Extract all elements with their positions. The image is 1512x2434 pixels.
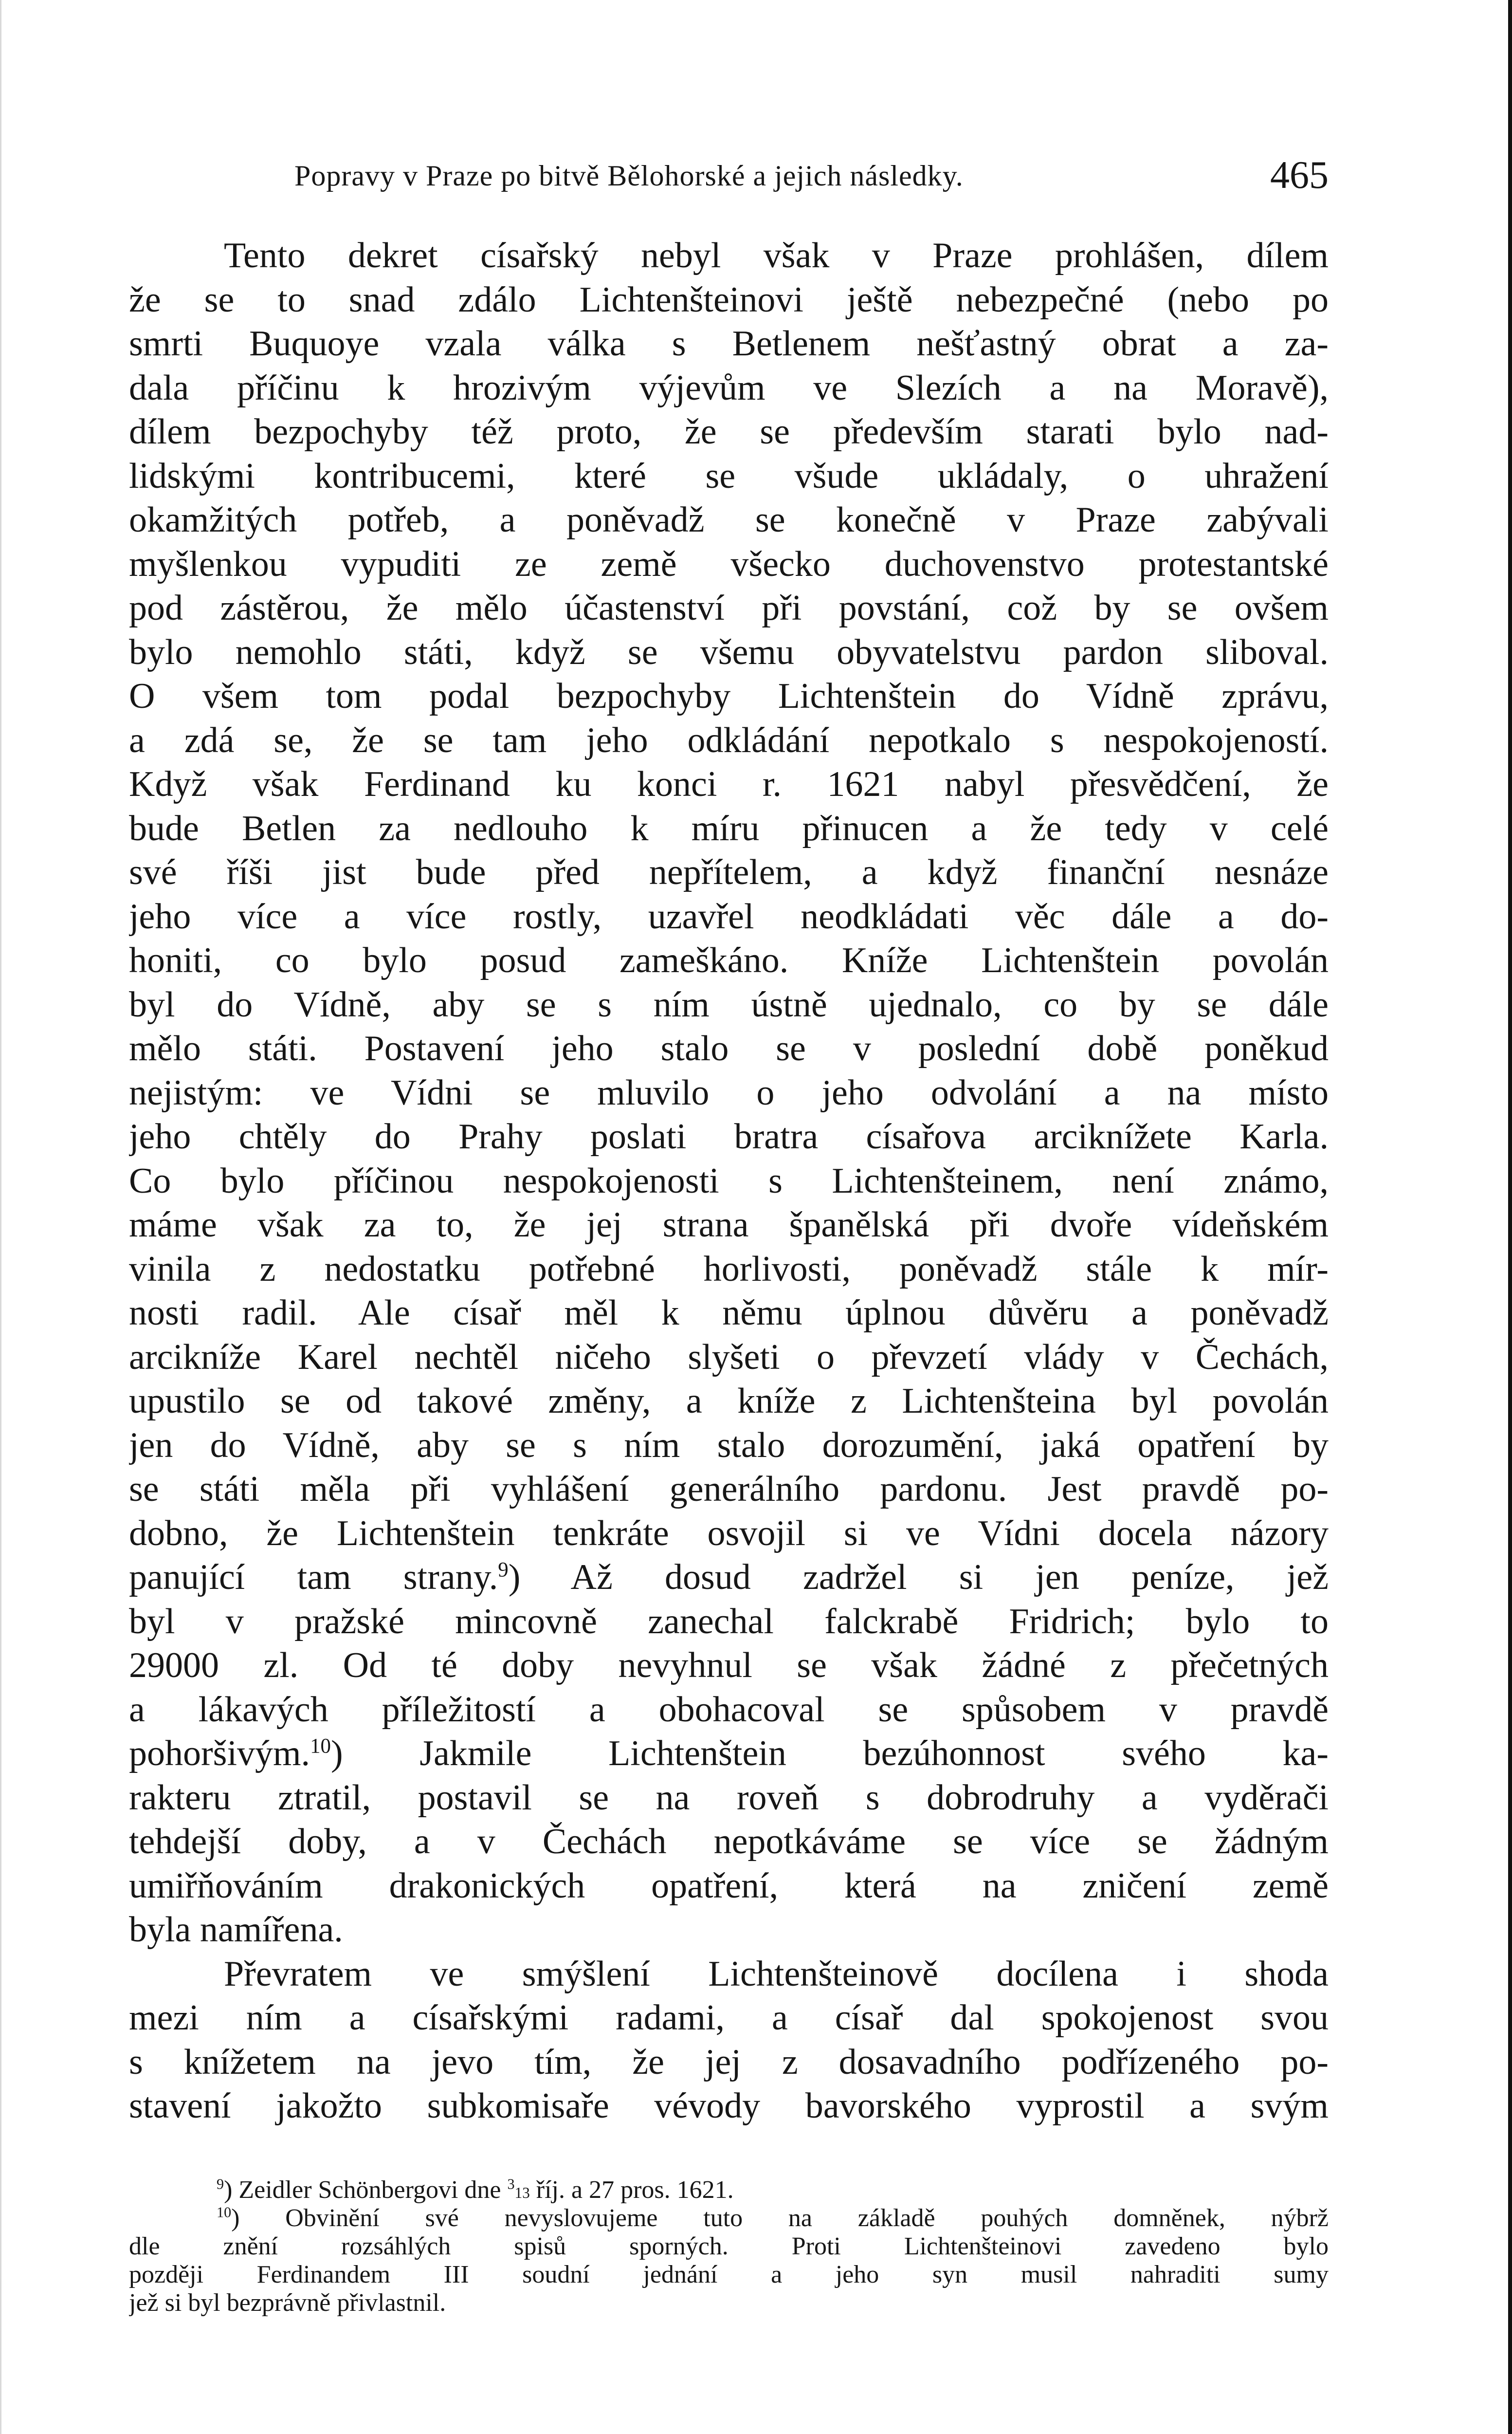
text-line: rakteru ztratil, postavil se na roveň s dobrodruhy a vyděrači — [129, 1777, 1329, 1818]
text-line: s knížetem na jevo tím, že jej z dosavadního podřízeného po- — [129, 2042, 1329, 2082]
text-line: lidskými kontribucemi, které se všude ukládaly, o uhražení — [129, 456, 1329, 496]
footnote-ref-9[interactable]: 9 — [498, 1558, 509, 1582]
text-line: a zdá se, že se tam jeho odkládání nepotkalo s nespokojeností. — [129, 720, 1329, 760]
text-line: Co bylo příčinou nespokojenosti s Lichtenšteinem, není známo, — [129, 1161, 1329, 1201]
footnote-ref-10[interactable]: 10 — [310, 1734, 331, 1758]
page-number: 465 — [1270, 154, 1329, 197]
book-page — [129, 0, 1329, 2434]
footnote-marker-9: 9 — [217, 2176, 224, 2193]
text-line: okamžitých potřeb, a poněvadž se konečně v Praze zabývali — [129, 500, 1329, 540]
scan-left-edge — [0, 0, 1, 2434]
text-line: jeho chtěly do Prahy poslati bratra císařova arciknížete Karla. — [129, 1117, 1329, 1157]
footnote-line: dle znění rozsáhlých spisů sporných. Proti Lichtenšteinovi zavedeno bylo — [129, 2232, 1329, 2260]
text-line: dobno, že Lichtenštein tenkráte osvojil si ve Vídni docela názory — [129, 1513, 1329, 1553]
footnote-text: říj. a 27 pros. 1621. — [529, 2176, 734, 2204]
text-line: mezi ním a císařskými radami, a císař dal spokojenost svou — [129, 1998, 1329, 2038]
footnotes — [129, 2176, 1329, 2317]
text-line: byl do Vídně, aby se s ním ústně ujednalo, co by se dále — [129, 984, 1329, 1025]
text-line: nejistým: ve Vídni se mluvilo o jeho odvolání a na místo — [129, 1072, 1329, 1113]
text-line: dala příčinu k hrozivým výjevům ve Slezích a na Moravě), — [129, 368, 1329, 408]
main-text — [129, 234, 1329, 2128]
text-line: upustilo se od takové změny, a kníže z Lichtenšteina byl povolán — [129, 1381, 1329, 1421]
text-line: O všem tom podal bezpochyby Lichtenštein do Vídně zprávu, — [129, 676, 1329, 716]
footnote-date-numerator: 3 — [507, 2176, 515, 2193]
footnote-9 — [129, 2176, 1329, 2204]
text-line-with-note-9 — [129, 1555, 1329, 1600]
text-line: nosti radil. Ale císař měl k němu úplnou důvěru a poněvadž — [129, 1293, 1329, 1333]
text-line: jeho více a více rostly, uzavřel neodkládati věc dále a do- — [129, 896, 1329, 937]
footnote-line: později Ferdinandem III soudní jednání a jeho syn musil nahraditi sumy — [129, 2261, 1329, 2288]
text-line-with-note-10 — [129, 1732, 1329, 1776]
footnote-date-denominator: 13 — [514, 2184, 530, 2201]
running-title: Popravy v Praze po bitvě Bělohorské a jejich následky. — [294, 160, 964, 192]
text-line: vinila z nedostatku potřebné horlivosti, poněvadž stále k mír- — [129, 1249, 1329, 1289]
text-line: máme však za to, že jej strana španělská při dvoře vídeňském — [129, 1205, 1329, 1245]
text-line: umiřňováním drakonických opatření, která na zničení země — [129, 1865, 1329, 1906]
text-fragment: panující tam strany. — [129, 1557, 498, 1597]
text-line: byla namířena. — [129, 1910, 343, 1950]
text-line: 29000 zl. Od té doby nevyhnul se však žádné z přečetných — [129, 1645, 1329, 1685]
text-line: myšlenkou vypuditi ze země všecko duchovenstvo protestantské — [129, 544, 1329, 584]
text-line: se státi měla při vyhlášení generálního pardonu. Jest pravdě po- — [129, 1469, 1329, 1509]
text-line: byl v pražské mincovně zanechal falckrabě Fridrich; bylo to — [129, 1601, 1329, 1641]
footnote-text: ) Zeidler Schönbergovi dne — [224, 2176, 508, 2204]
footnote-text: ) Obvinění své nevyslovujeme tuto na základě pouhých domněnek, nýbrž — [231, 2204, 1329, 2232]
text-line: arcikníže Karel nechtěl ničeho slyšeti o převzetí vlády v Čechách, — [129, 1337, 1329, 1377]
text-line: že se to snad zdálo Lichtenšteinovi ještě nebezpečné (nebo po — [129, 279, 1329, 320]
text-line: stavení jakožto subkomisaře vévody bavorského vyprostil a svým — [129, 2086, 1329, 2126]
text-line: jen do Vídně, aby se s ním stalo dorozumění, jaká opatření by — [129, 1425, 1329, 1465]
footnote-10 — [129, 2204, 1329, 2232]
text-fragment: pohoršivým. — [129, 1733, 310, 1773]
text-line: tehdejší doby, a v Čechách nepotkáváme se více se žádným — [129, 1822, 1329, 1862]
text-line: bylo nemohlo státi, když se všemu obyvatelstvu pardon sliboval. — [129, 632, 1329, 672]
text-fragment: ) Jakmile Lichtenštein bezúhonnost svého ka- — [330, 1733, 1329, 1773]
footnote-marker-10: 10 — [217, 2204, 232, 2221]
text-line: bude Betlen za nedlouho k míru přinucen a že tedy v celé — [129, 808, 1329, 848]
text-line: a lákavých příležitostí a obohacoval se spůsobem v pravdě — [129, 1689, 1329, 1730]
text-line: Když však Ferdinand ku konci r. 1621 nabyl přesvědčení, že — [129, 764, 1329, 804]
text-line: Tento dekret císařský nebyl však v Praze prohlášen, dílem — [224, 236, 1329, 276]
text-line: pod zástěrou, že mělo účastenství při povstání, což by se ovšem — [129, 588, 1329, 628]
text-line: Převratem ve smýšlení Lichtenšteinově docílena i shoda — [224, 1954, 1329, 1994]
text-line: honiti, co bylo posud zameškáno. Kníže Lichtenštein povolán — [129, 940, 1329, 980]
text-line: dílem bezpochyby též proto, že se především starati bylo nad- — [129, 412, 1329, 452]
text-fragment: ) Až dosud zadržel si jen peníze, jež — [508, 1557, 1329, 1597]
text-line: mělo státi. Postavení jeho stalo se v poslední době poněkud — [129, 1029, 1329, 1069]
footnote-line: jež si byl bezprávně přivlastnil. — [129, 2289, 446, 2317]
running-head — [129, 153, 1329, 197]
text-line: své říši jist bude před nepřítelem, a když finanční nesnáze — [129, 852, 1329, 892]
scan-right-edge — [1508, 0, 1512, 2434]
text-line: smrti Buquoye vzala válka s Betlenem nešťastný obrat a za- — [129, 324, 1329, 364]
